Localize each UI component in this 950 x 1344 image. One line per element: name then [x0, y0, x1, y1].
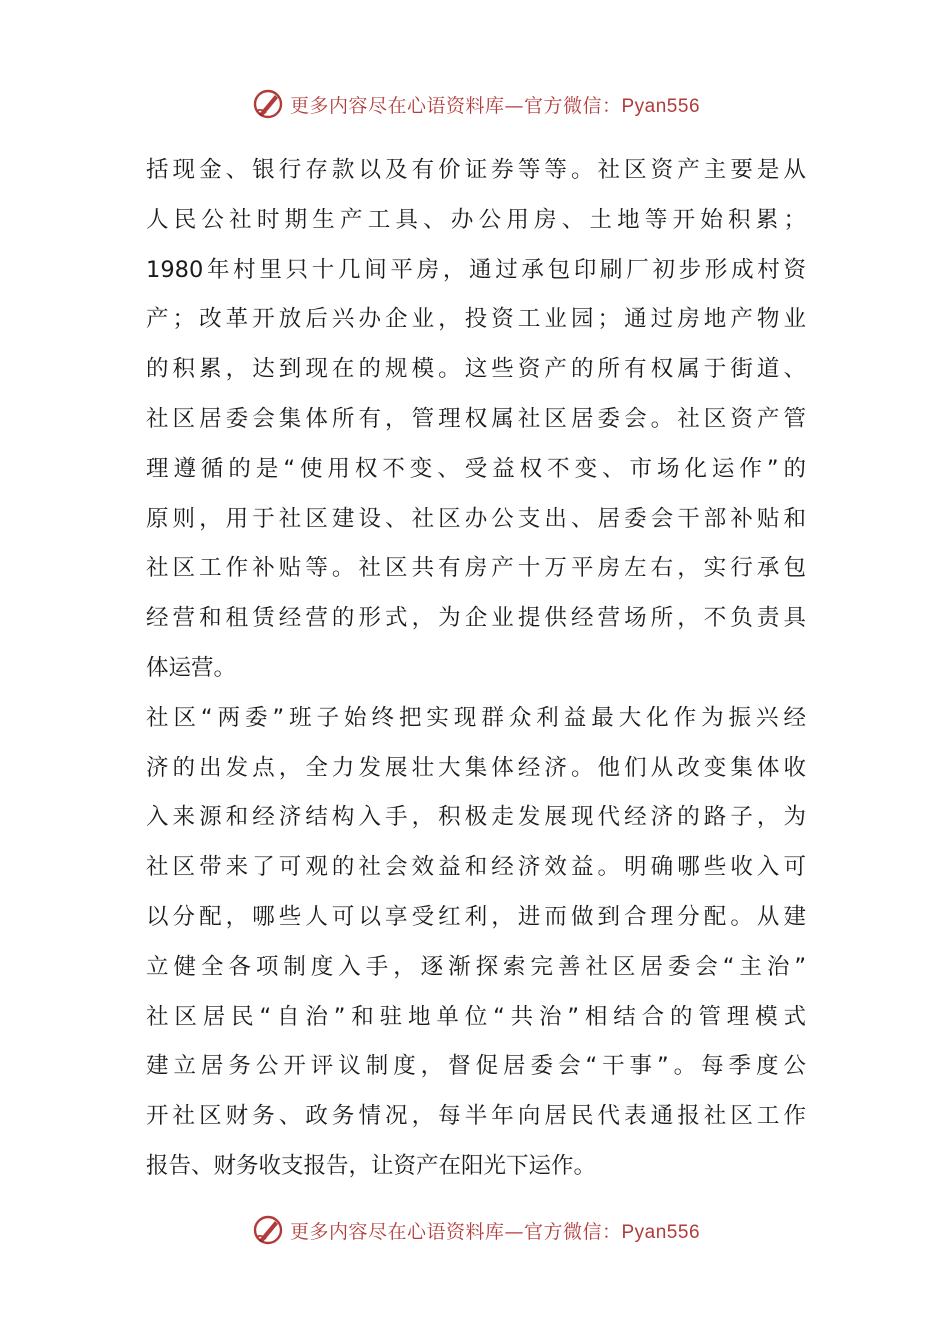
text-line: 人民公社时期生产工具、办公用房、土地等开始积累； — [146, 206, 806, 233]
text-line: 济的出发点，全力发展壮大集体经济。他们从改变集体收 — [146, 754, 806, 781]
text-line: 入来源和经济结构入手，积极走发展现代经济的路子，为 — [146, 804, 806, 831]
text-line: 建立居务公开评议制度，督促居委会“干事”。每季度公 — [146, 1053, 806, 1080]
text-line: 的积累，达到现在的规模。这些资产的所有权属于街道、 — [146, 356, 806, 383]
text-line: 理遵循的是“使用权不变、受益权不变、市场化运作”的 — [146, 455, 806, 482]
text-line: 社区工作补贴等。社区共有房产十万平房左右，实行承包 — [146, 555, 806, 582]
text-line: 产；改革开放后兴办企业，投资工业园；通过房地产物业 — [146, 306, 806, 333]
banner-text-cn: 更多内容尽在心语资料库—官方微信： — [289, 1220, 622, 1243]
header-banner — [0, 84, 950, 124]
text-line: 报告、财务收支报告，让资产在阳光下运作。 — [146, 1152, 597, 1179]
text-line: 原则，用于社区建设、社区办公支出、居委会干部补贴和 — [146, 505, 806, 532]
banner-text — [290, 1217, 700, 1244]
text-line: 社区“两委”班子始终把实现群众利益最大化作为振兴经 — [146, 704, 806, 731]
text-line: 括现金、银行存款以及有价证券等等。社区资产主要是从 — [146, 157, 806, 183]
banner-wechat-id: Pyan556 — [621, 1221, 701, 1243]
banner-text — [290, 91, 700, 118]
text-line: 以分配，哪些人可以享受红利，进而做到合理分配。从建 — [146, 903, 806, 930]
pen-logo-icon — [250, 1212, 286, 1248]
body-text — [146, 146, 806, 1192]
text-line: 1980年村里只十几间平房，通过承包印刷厂初步形成村资 — [146, 256, 806, 283]
text-line: 社区居委会集体所有，管理权属社区居委会。社区资产管 — [146, 405, 806, 432]
text-line: 开社区财务、政务情况，每半年向居民代表通报社区工作 — [146, 1103, 806, 1130]
text-line: 体运营。 — [146, 654, 237, 681]
text-line: 社区居民“自治”和驻地单位“共治”相结合的管理模式 — [146, 1003, 806, 1030]
pen-logo-icon — [250, 86, 286, 122]
text-line: 社区带来了可观的社会效益和经济效益。明确哪些收入可 — [146, 854, 806, 881]
banner-text-cn: 更多内容尽在心语资料库—官方微信： — [289, 94, 622, 117]
text-line: 立健全各项制度入手，逐渐探索完善社区居委会“主治” — [146, 953, 806, 980]
text-line: 经营和租赁经营的形式，为企业提供经营场所，不负责具 — [146, 605, 806, 632]
banner-wechat-id: Pyan556 — [621, 95, 701, 117]
footer-banner — [0, 1210, 950, 1250]
